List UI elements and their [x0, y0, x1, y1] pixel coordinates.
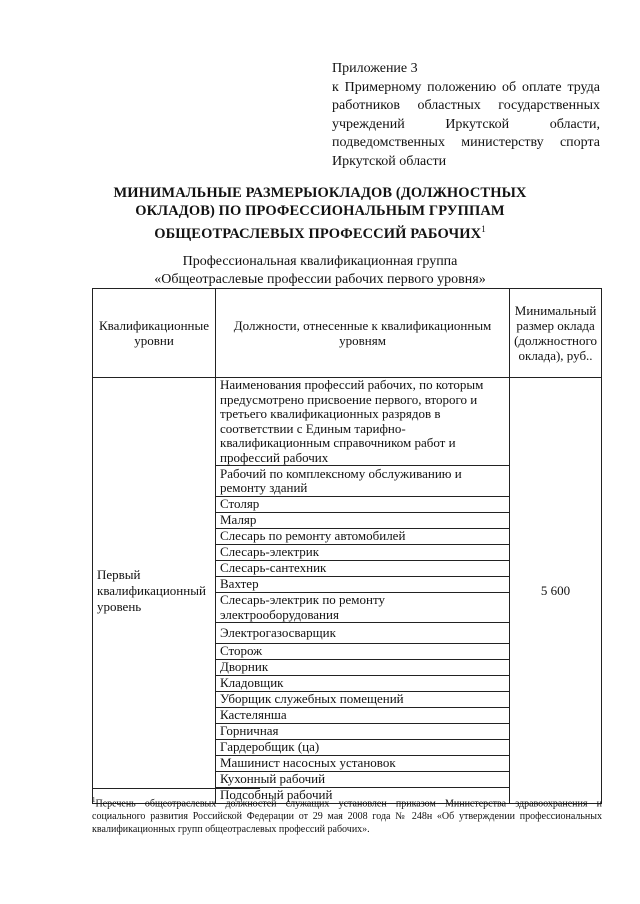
position-name: Слесарь-электрик: [216, 545, 510, 561]
position-name: Кладовщик: [216, 676, 510, 692]
footnote: [92, 794, 602, 836]
table-row: [93, 378, 602, 466]
position-name: Горничная: [216, 724, 510, 740]
position-name: Наименования профессий рабочих, по которым предусмотрено присвоение первого, второго и третьего квалификационных разрядов в соответствии с Единым тарифно-квалификационным справочником работ и профессий рабочих: [216, 378, 510, 466]
title-line: МИНИМАЛЬНЫЕ РАЗМЕРЫОКЛАДОВ (ДОЛЖНОСТНЫХ: [113, 185, 527, 201]
appendix-text: к Примерному положению об оплате труда работников областных государственных учреждений Иркутской области, подведомственных министерству спорта Иркутской области: [332, 79, 600, 169]
salary-table: [92, 288, 602, 804]
table-header-row: [93, 289, 602, 378]
qualification-level: Первый квалификационный уровень: [93, 378, 216, 804]
position-name: Слесарь по ремонту автомобилей: [216, 529, 510, 545]
group-line-2: «Общеотраслевые профессии рабочих первого уровня»: [154, 272, 486, 287]
position-name: Кухонный рабочий: [216, 772, 510, 788]
position-name: Слесарь-электрик по ремонту электрооборудования: [216, 593, 510, 623]
title-line: [90, 220, 550, 243]
footnote-text: Перечень общеотраслевых должностей служащих установлен приказом Министерства здравоохранения и социального развития Российской Федерации от 29 мая 2008 года № 248н «Об утверждении профессиональных квалификационных групп общеотраслевых профессий рабочих».: [92, 798, 602, 836]
header-salary: Минимальный размер оклада (должностного оклада), руб..: [510, 289, 602, 378]
document-title: [90, 184, 550, 243]
table-body: [93, 378, 602, 804]
salary-value: 5 600: [510, 378, 602, 804]
position-name: Подсобный рабочий: [216, 788, 510, 804]
title-line-text: ОБЩЕОТРАСЛЕВЫХ ПРОФЕССИЙ РАБОЧИХ: [154, 225, 482, 242]
position-name: Рабочий по комплексному обслуживанию и ремонту зданий: [216, 466, 510, 497]
footnote-mark: 1: [92, 796, 96, 804]
position-name: Маляр: [216, 513, 510, 529]
appendix-label: Приложение 3: [332, 61, 418, 76]
header-positions: Должности, отнесенные к квалификационным уровням: [216, 289, 510, 378]
title-footnote-mark: 1: [481, 224, 486, 234]
position-name: Гардеробщик (ца): [216, 740, 510, 756]
appendix-block: [332, 60, 600, 171]
position-name: Вахтер: [216, 577, 510, 593]
position-name: Электрогазосварщик: [216, 623, 510, 644]
title-line: ОКЛАДОВ) ПО ПРОФЕССИОНАЛЬНЫМ ГРУППАМ: [135, 203, 505, 219]
position-name: Машинист насосных установок: [216, 756, 510, 772]
header-level: Квалификационные уровни: [93, 289, 216, 378]
position-name: Дворник: [216, 660, 510, 676]
footnote-separator: [92, 788, 260, 789]
position-name: Кастелянша: [216, 708, 510, 724]
position-name: Уборщик служебных помещений: [216, 692, 510, 708]
group-line-1: Профессиональная квалификационная группа: [182, 254, 458, 269]
position-name: Сторож: [216, 644, 510, 660]
group-heading: [90, 253, 550, 289]
position-name: Слесарь-сантехник: [216, 561, 510, 577]
position-name: Столяр: [216, 497, 510, 513]
